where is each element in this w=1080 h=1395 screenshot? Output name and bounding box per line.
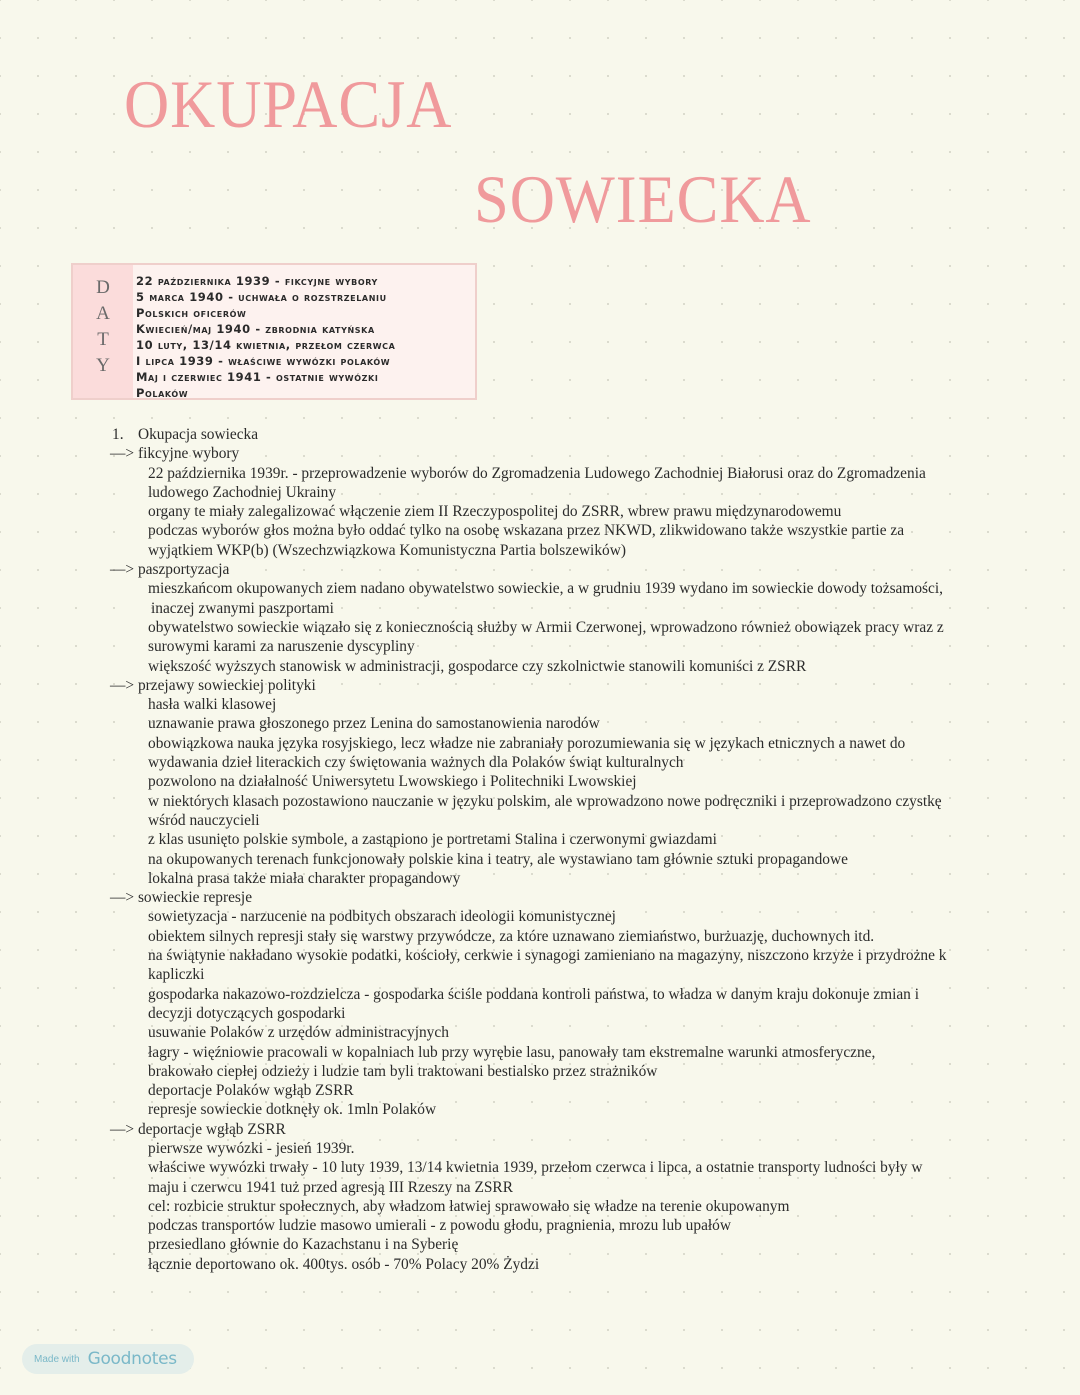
note-line: uznawanie prawa głoszonego przez Lenina do samostanowienia narodów	[148, 715, 600, 733]
arrow-icon: —>	[110, 889, 135, 907]
note-line: właściwe wywózki trwały - 10 luty 1939, 13/14 kwietnia 1939, przełom czerwca i lipca, a ostatnie transporty ludności były w	[148, 1159, 923, 1177]
date-entry: 10 luty, 13/14 kwietnia, przełom czerwca	[136, 338, 396, 352]
section-deportacje	[110, 1120, 1030, 1274]
note-line: deportacje Polaków wgłąb ZSRR	[148, 1082, 354, 1100]
note-line: represje sowieckie dotknęły ok. 1mln Polaków	[148, 1101, 437, 1119]
note-line: łącznie deportowano ok. 400tys. osób - 70% Polacy 20% Żydzi	[148, 1255, 540, 1273]
note-line: lokalna prasa także miała charakter propagandowy	[148, 869, 461, 887]
note-line: podczas wyborów głos można było oddać tylko na osobę wskazana przez NKWD, zlikwidowano także wszystkie partie za	[148, 522, 905, 540]
subsection-title: —> deportacje wgłąb ZSRR	[110, 1120, 286, 1138]
date-entry: 5 marca 1940 - uchwała o rozstrzelaniu	[136, 290, 387, 304]
section-paszportyzacja	[110, 560, 1030, 676]
note-line: mieszkańcom okupowanych ziem nadano obywatelstwo sowieckie, a w grudniu 1939 wydano im sowieckie dowody tożsamości,	[148, 580, 943, 598]
goodnotes-logo: Goodnotes	[87, 1349, 177, 1369]
date-entry: Kwiecień/maj 1940 - zbrodnia katyńska	[136, 322, 375, 336]
subsection-title: —> przejawy sowieckiej polityki	[110, 676, 316, 694]
notes-body	[110, 425, 1030, 1274]
note-line: sowietyzacja - narzucenie na podbitych obszarach ideologii komunistycznej	[148, 908, 616, 926]
note-line: w niektórych klasach pozostawiono nauczanie w języku polskim, ale wprowadzono nowe podręczniki i przeprowadzono czystkę	[148, 792, 942, 810]
watermark-prefix: Made with	[34, 1353, 80, 1365]
note-line: cel: rozbicie struktur społecznych, aby władzom łatwiej sprawowało się władze na terenie okupowanym	[148, 1197, 790, 1215]
note-line: podczas transportów ludzie masowo umierali - z powodu głodu, pragnienia, mrozu lub upałów	[148, 1217, 731, 1235]
note-line: 22 października 1939r. - przeprowadzenie wyborów do Zgromadzenia Ludowego Zachodniej Białorusi oraz do Zgromadzenia	[148, 464, 926, 482]
note-line: łagry - więźniowie pracowali w kopalniach lub przy wyrębie lasu, panowały tam ekstremalne warunki atmosferyczne,	[148, 1043, 876, 1061]
note-line: z klas usunięto polskie symbole, a zastąpiono je portretami Stalina i czerwonymi gwiazdami	[148, 831, 717, 849]
note-line: na świątynie nakładano wysokie podatki, kościoły, cerkwie i synagogi zamieniano na magazyny, niszczono krzyże i przydrożne k	[148, 947, 947, 965]
arrow-icon: —>	[110, 445, 135, 463]
arrow-icon: —>	[110, 1120, 135, 1138]
section-heading	[110, 425, 1030, 444]
note-line: organy te miały zalegalizować włączenie ziem II Rzeczypospolitej do ZSRR, wbrew prawu międzynarodowemu	[148, 503, 842, 521]
date-entry: 22 października 1939 - fikcyjne wybory	[136, 274, 378, 288]
subsection-title: —> paszportyzacja	[110, 561, 230, 579]
note-line: większość wyższych stanowisk w administracji, gospodarce czy szkolnictwie stanowili komuniści z ZSRR	[148, 657, 807, 675]
note-line: obiektem silnych represji stały się warstwy przywódcze, za które uznawano ziemiaństwo, burżuazję, duchownych itd.	[148, 927, 875, 945]
side-letter: D	[96, 276, 110, 298]
note-line: usuwanie Polaków z urzędów administracyjnych	[148, 1024, 449, 1042]
note-line: kapliczki	[148, 966, 205, 984]
section-fikcyjne-wybory	[110, 444, 1030, 560]
heading-text: Okupacja sowiecka	[138, 426, 259, 443]
note-line: hasła walki klasowej	[148, 696, 277, 714]
side-letter: A	[96, 302, 110, 324]
note-line: wyjątkiem WKP(b) (Wszechzwiązkowa Komunistyczna Partia bolszewików)	[148, 541, 626, 559]
note-line: obowiązkowa nauka języka rosyjskiego, lecz władze nie zabraniały porozumiewania się w językach etnicznych a nawet do	[148, 734, 906, 752]
side-letter: T	[97, 328, 109, 350]
dates-list	[133, 265, 395, 398]
page-title-line-1: OKUPACJA	[124, 66, 453, 142]
arrow-icon: —>	[110, 561, 135, 579]
dates-side-label	[73, 265, 133, 398]
section-sowieckie-represje	[110, 888, 1030, 1120]
section-przejawy-polityki	[110, 676, 1030, 888]
note-line: wśród nauczycieli	[148, 811, 260, 829]
note-line: na okupowanych terenach funkcjonowały polskie kina i teatry, ale wystawiano tam głównie sztuki propagandowe	[148, 850, 848, 868]
note-line: maju i czerwcu 1941 tuż przed agresją III Rzeszy na ZSRR	[148, 1178, 513, 1196]
date-entry: Polaków	[136, 386, 189, 400]
side-letter: Y	[96, 354, 110, 376]
note-line: inaczej zwanymi paszportami	[151, 599, 334, 617]
heading-number: 1.	[112, 426, 124, 443]
date-entry: Polskich oficerów	[136, 306, 247, 320]
arrow-icon: —>	[110, 676, 135, 694]
date-entry: Maj i czerwiec 1941 - ostatnie wywózki	[136, 370, 379, 384]
dates-box	[71, 263, 477, 400]
subsection-title: —> fikcyjne wybory	[110, 445, 240, 463]
note-line: przesiedlano głównie do Kazachstanu i na Syberię	[148, 1236, 459, 1254]
goodnotes-watermark	[22, 1344, 194, 1374]
note-line: surowymi karami za naruszenie dyscypliny	[148, 638, 415, 656]
note-line: ludowego Zachodniej Ukrainy	[148, 483, 337, 501]
note-line: obywatelstwo sowieckie wiązało się z koniecznością służby w Armii Czerwonej, wprowadzono również obowiązek pracy wraz z	[148, 618, 944, 636]
date-entry: I lipca 1939 - właściwe wywózki polaków	[136, 354, 391, 368]
note-line: brakowało ciepłej odzieży i ludzie tam byli traktowani bestialsko przez strażników	[148, 1062, 658, 1080]
note-line: gospodarka nakazowo-rozdzielcza - gospodarka ściśle poddana kontroli państwa, to władza w danym kraju dokonuje zmian i	[148, 985, 919, 1003]
subsection-title: —> sowieckie represje	[110, 889, 253, 907]
note-line: pozwolono na działalność Uniwersytetu Lwowskiego i Politechniki Lwowskiej	[148, 773, 637, 791]
note-line: decyzji dotyczących gospodarki	[148, 1004, 346, 1022]
note-line: pierwsze wywózki - jesień 1939r.	[148, 1139, 355, 1157]
page-title-line-2: SOWIECKA	[474, 161, 812, 237]
note-line: wydawania dzieł literackich czy świętowania ważnych dla Polaków świąt kulturalnych	[148, 754, 684, 772]
